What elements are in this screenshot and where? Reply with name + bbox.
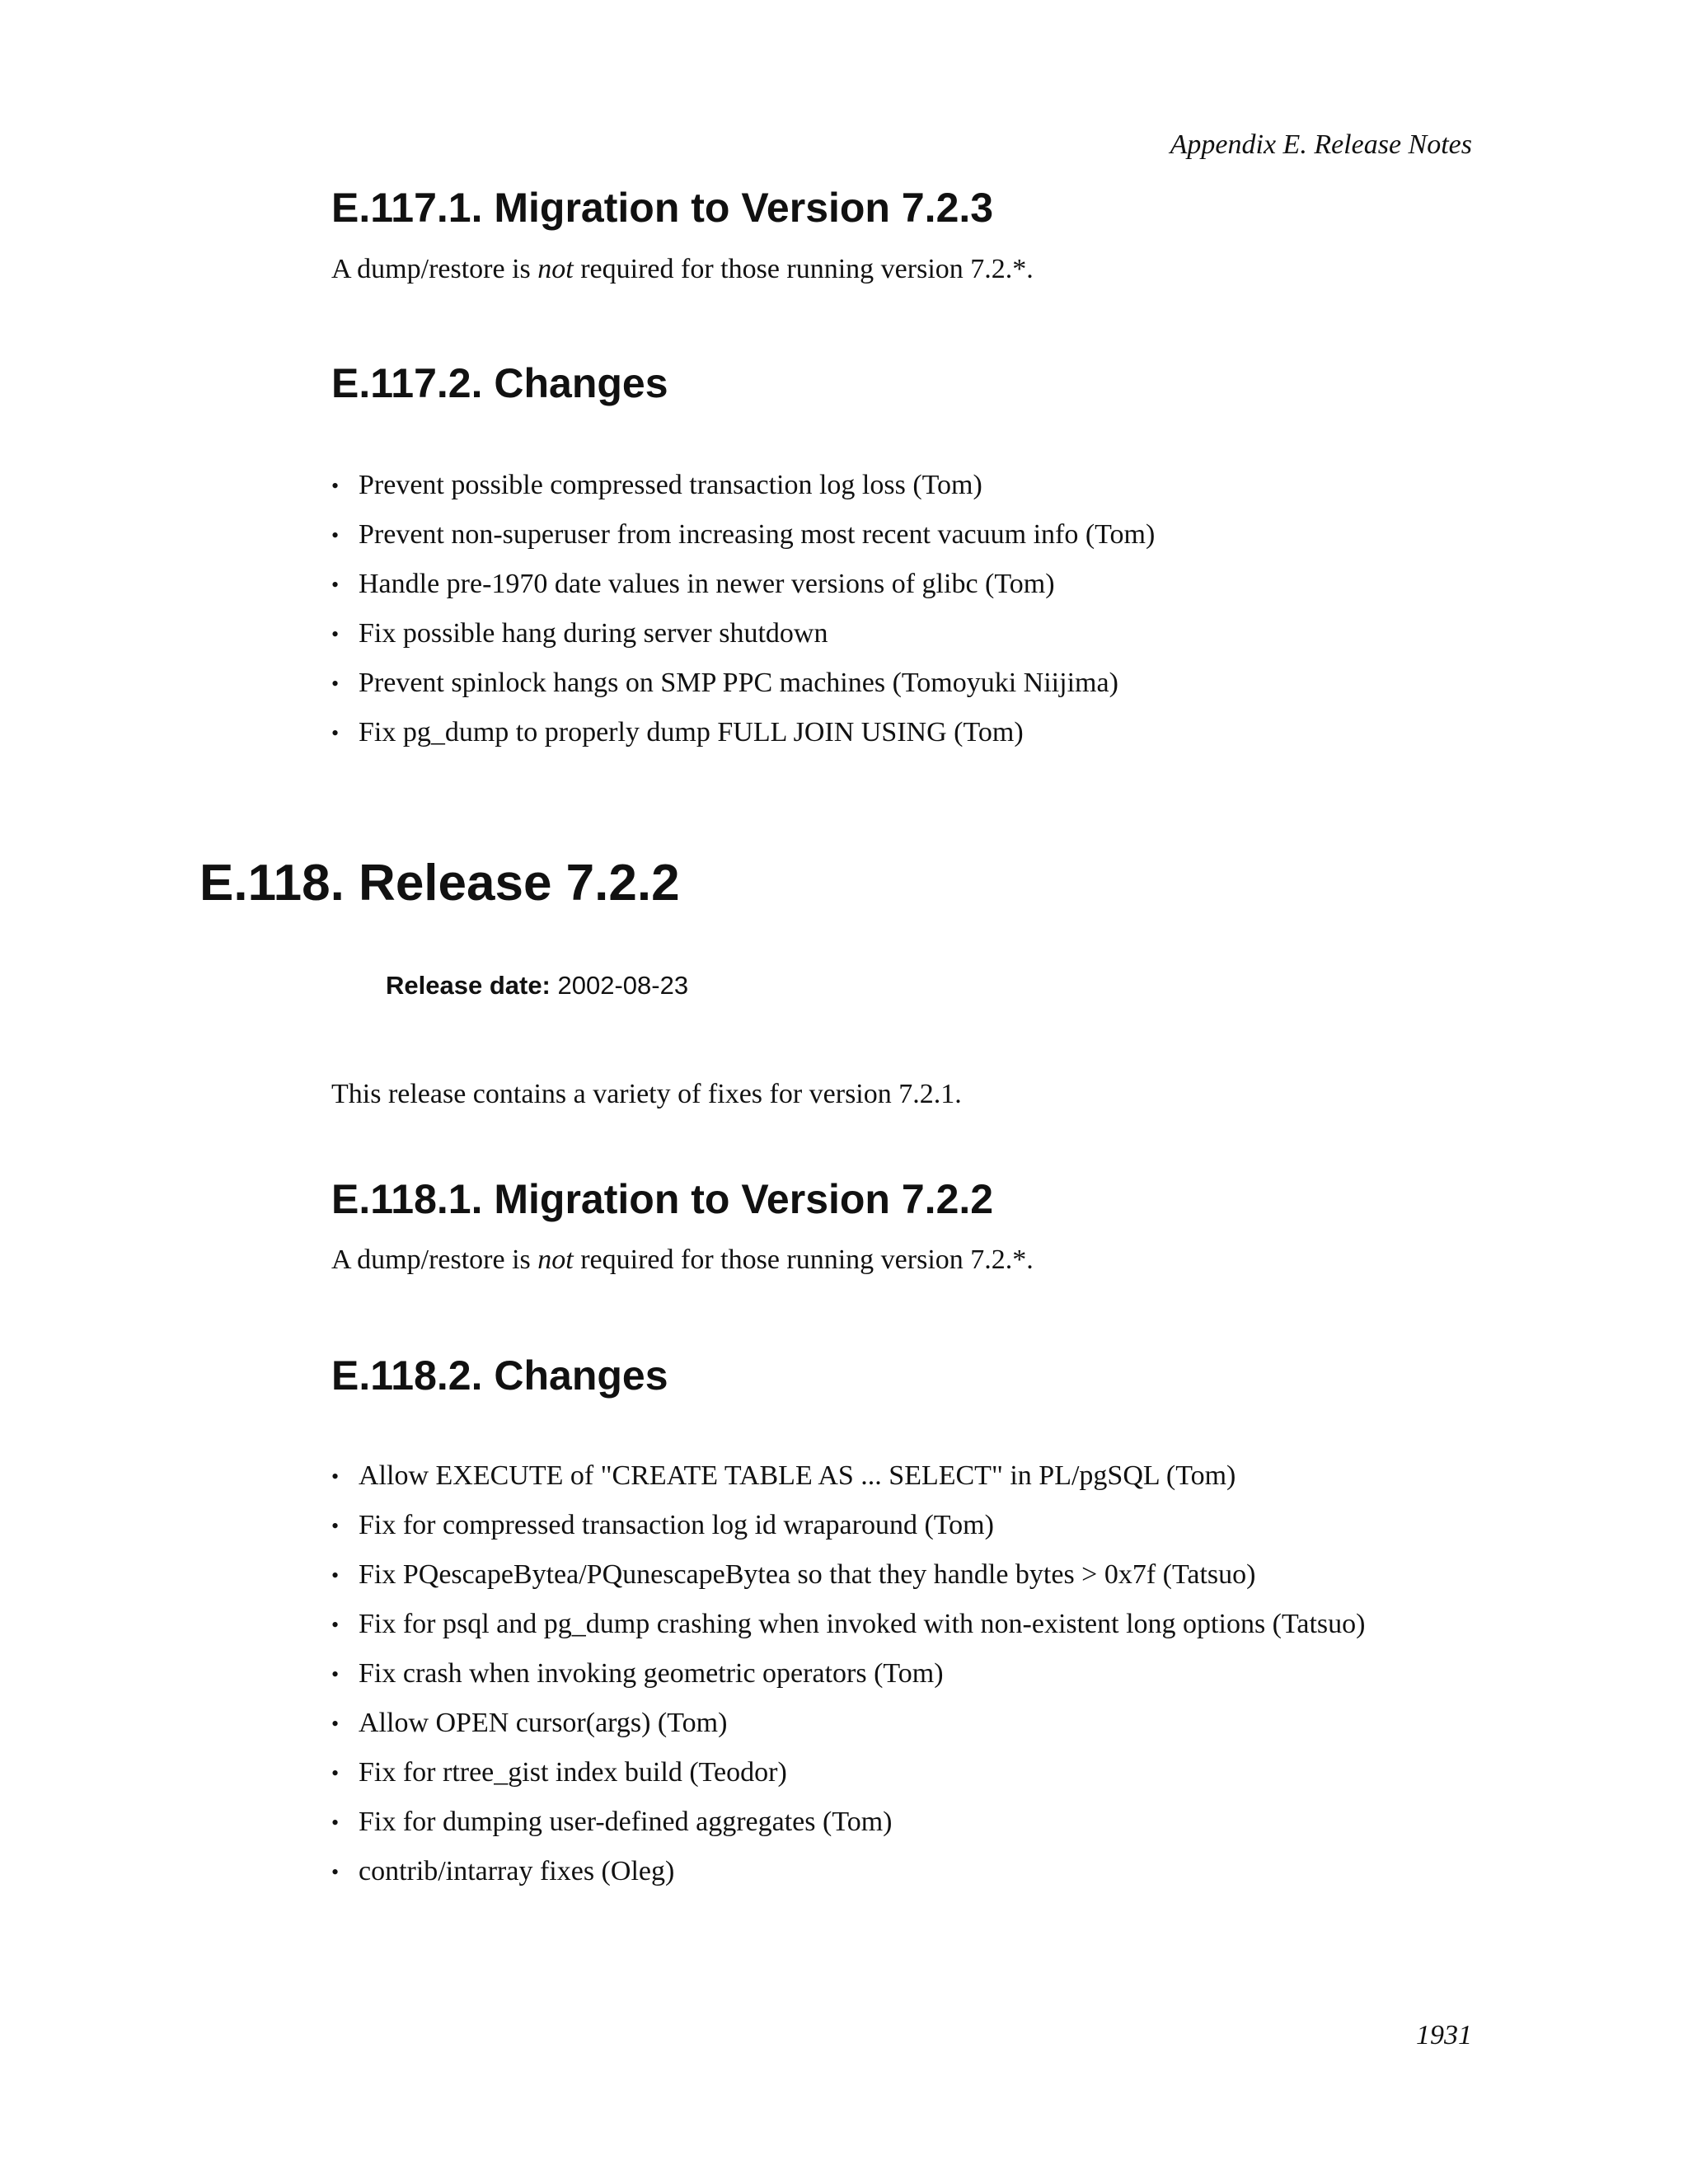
list-item	[331, 665, 1155, 715]
list-item-text: contrib/intarray fixes (Oleg)	[359, 1856, 675, 1886]
bullet-icon: •	[331, 1662, 340, 1686]
section-heading-e118: E.118. Release 7.2.2	[199, 855, 680, 912]
list-item-text: Fix for rtree_gist index build (Teodor)	[359, 1757, 787, 1788]
release-date-label: Release date:	[386, 971, 551, 1000]
list-item	[331, 1656, 1365, 1705]
list-item	[331, 1458, 1365, 1507]
release-date	[386, 969, 688, 1002]
list-item-text: Fix PQescapeBytea/PQunescapeBytea so that they handle bytes > 0x7f (Tatsuo)	[359, 1559, 1256, 1590]
bullet-icon: •	[331, 474, 340, 498]
list-item-text: Fix for compressed transaction log id wraparound (Tom)	[359, 1510, 994, 1540]
bullet-icon: •	[331, 622, 340, 646]
running-header: Appendix E. Release Notes	[1170, 129, 1472, 160]
list-item-text: Fix possible hang during server shutdown	[359, 618, 828, 649]
list-item	[331, 1804, 1365, 1854]
migration-text-emphasis: not	[537, 1244, 574, 1275]
bullet-icon: •	[331, 1712, 340, 1736]
list-item-text: Fix pg_dump to properly dump FULL JOIN USING (Tom)	[359, 717, 1024, 748]
bullet-icon: •	[331, 1563, 340, 1587]
bullet-icon: •	[331, 1465, 340, 1488]
list-item-text: Fix for psql and pg_dump crashing when invoked with non-existent long options (Tatsuo)	[359, 1609, 1366, 1639]
list-item-text: Prevent possible compressed transaction log loss (Tom)	[359, 470, 982, 500]
page-number: 1931	[1416, 2020, 1472, 2050]
migration-text-end: required for those running version 7.2.*.	[573, 254, 1034, 284]
migration-text-start: A dump/restore is	[331, 254, 538, 284]
section-heading-e117-1: E.117.1. Migration to Version 7.2.3	[331, 185, 994, 231]
list-item	[331, 517, 1155, 566]
migration-text-emphasis: not	[537, 254, 574, 284]
section-heading-e118-1: E.118.1. Migration to Version 7.2.2	[331, 1176, 994, 1222]
bullet-icon: •	[331, 721, 340, 745]
list-item	[331, 1705, 1365, 1755]
migration-note-e117-1	[331, 251, 1034, 288]
list-item	[331, 1606, 1365, 1656]
bullet-icon: •	[331, 1811, 340, 1835]
bullet-icon: •	[331, 1761, 340, 1785]
release-intro: This release contains a variety of fixes for version 7.2.1.	[331, 1079, 962, 1109]
bullet-icon: •	[331, 1860, 340, 1884]
bullet-icon: •	[331, 523, 340, 547]
list-item	[331, 467, 1155, 517]
section-heading-e117-2: E.117.2. Changes	[331, 360, 668, 406]
section-heading-e118-2: E.118.2. Changes	[331, 1352, 668, 1399]
bullet-icon: •	[331, 573, 340, 597]
list-item-text: Fix crash when invoking geometric operators (Tom)	[359, 1658, 944, 1689]
migration-note-e118-1	[331, 1242, 1034, 1278]
changes-list-e117-2	[331, 467, 1155, 764]
list-item	[331, 1507, 1365, 1557]
migration-text-start: A dump/restore is	[331, 1244, 538, 1275]
list-item-text: Fix for dumping user-defined aggregates (Tom)	[359, 1807, 893, 1837]
bullet-icon: •	[331, 1613, 340, 1637]
release-date-value: 2002-08-23	[557, 971, 689, 1000]
list-item-text: Prevent spinlock hangs on SMP PPC machines (Tomoyuki Niijima)	[359, 668, 1118, 698]
list-item-text: Allow EXECUTE of "CREATE TABLE AS ... SELECT" in PL/pgSQL (Tom)	[359, 1460, 1236, 1491]
migration-text-end: required for those running version 7.2.*.	[573, 1244, 1034, 1275]
changes-list-e118-2	[331, 1458, 1365, 1903]
list-item-text: Allow OPEN cursor(args) (Tom)	[359, 1708, 728, 1738]
list-item-text: Handle pre-1970 date values in newer versions of glibc (Tom)	[359, 569, 1055, 599]
list-item	[331, 1854, 1365, 1903]
list-item-text: Prevent non-superuser from increasing most recent vacuum info (Tom)	[359, 519, 1156, 550]
bullet-icon: •	[331, 672, 340, 696]
list-item	[331, 715, 1155, 764]
list-item	[331, 616, 1155, 665]
list-item	[331, 1557, 1365, 1606]
bullet-icon: •	[331, 1514, 340, 1538]
list-item	[331, 566, 1155, 616]
list-item	[331, 1755, 1365, 1804]
